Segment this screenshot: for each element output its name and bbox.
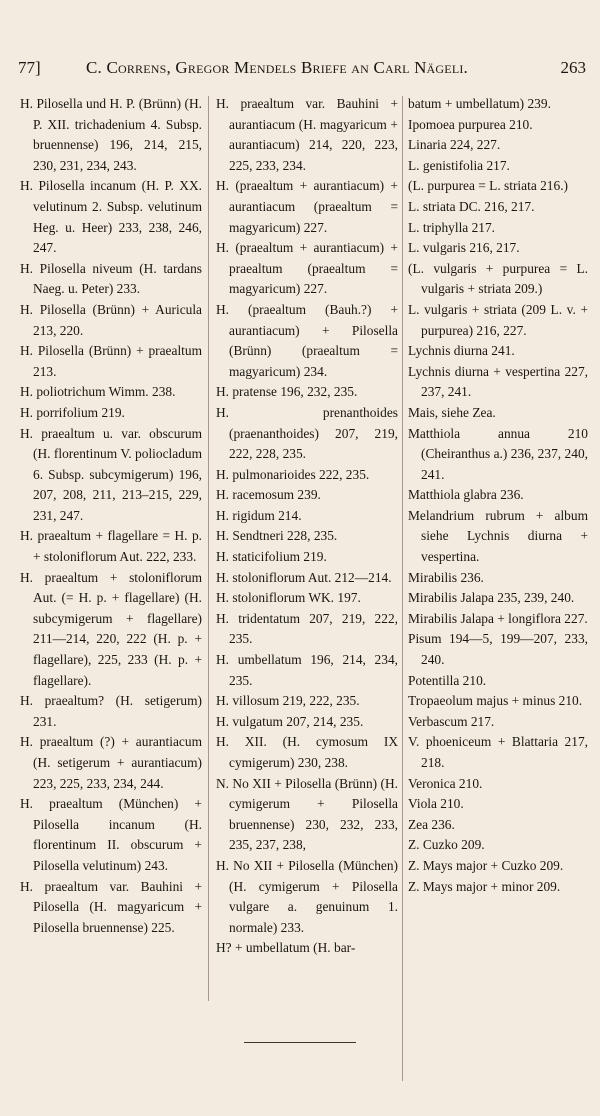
index-entry: H. tridentatum 207, 219, 222, 235.	[216, 610, 398, 647]
index-entry: H. vulgatum 207, 214, 235.	[216, 713, 364, 729]
index-entry: Z. Mays major + Cuzko 209.	[408, 857, 564, 873]
index-entry: H. praealtum + flagellare = H. p. + stoloniflorum Aut. 222, 233.	[20, 528, 202, 565]
index-entry: H. (praealtum + aurantiacum) + praealtum (praealtum = magyaricum) 227.	[216, 240, 398, 297]
index-entry: Mirabilis Jalapa 235, 239, 240.	[408, 590, 575, 606]
index-entry: H. stoloniflorum WK. 197.	[216, 590, 361, 606]
page-number: 263	[560, 58, 586, 77]
index-entry: H. porrifolium 219.	[20, 404, 125, 420]
index-entry: H. Pilosella und H. P. (Brünn) (H. P. XII. trichadenium 4. Subsp. bruennense) 196, 214, 215, 230, 231, 234, 243.	[20, 96, 202, 173]
index-entry: H? + umbellatum (H. bar-	[216, 940, 356, 956]
index-entry: Mirabilis 236.	[408, 569, 484, 585]
index-entry: L. genistifolia 217.	[408, 157, 510, 173]
index-entry: H. staticifolium 219.	[216, 549, 327, 565]
index-entry: L. triphylla 217.	[408, 219, 496, 235]
index-entry: H. racemosum 239.	[216, 487, 321, 503]
index-entry: H. prenanthoides (praenanthoides) 207, 219, 222, 228, 235.	[216, 404, 398, 462]
index-entry: Pisum 194—5, 199—207, 233, 240.	[408, 631, 588, 668]
index-entry: H. Pilosella (Brünn) + Auricula 213, 220.	[20, 301, 202, 338]
running-title: C. Correns, Gregor Mendels Briefe an Carl Nägeli.	[86, 58, 468, 77]
index-entry: H. poliotrichum Wimm. 238.	[20, 384, 176, 400]
index-entry: H. pulmonarioides 222, 235.	[216, 466, 370, 482]
index-entry: L. striata DC. 216, 217.	[408, 198, 535, 214]
index-entry: H. praealtum var. Bauhini + aurantiacum (H. magyaricum + aurantiacum) 214, 220, 223, 225, 233, 234.	[216, 96, 398, 173]
index-entry: N. No XII + Pilosella (Brünn) (H. cymigerum + Pilosella bruennense) 230, 232, 233, 235, 237, 238,	[216, 775, 398, 853]
index-entry: H. rigidum 214.	[216, 507, 302, 523]
index-entry: H. (praealtum + aurantiacum) + aurantiacum (praealtum = magyaricum) 227.	[216, 178, 398, 235]
index-entry: H. praealtum? (H. setigerum) 231.	[20, 693, 202, 729]
index-entry: H. stoloniflorum Aut. 212—214.	[216, 569, 392, 585]
index-entry: H. Pilosella niveum (H. tardans Naeg. u. Peter) 233.	[20, 260, 202, 297]
index-entry: Linaria 224, 227.	[408, 137, 501, 153]
index-entry: H. umbellatum 196, 214, 234, 235.	[216, 652, 398, 688]
index-entry: H. praealtum (München) + Pilosella incanum (H. florentinum II. obscurum + Pilosella velutinum) 243.	[20, 796, 202, 873]
index-entry: L. vulgaris + striata (209 L. v. + purpurea) 216, 227.	[408, 301, 588, 338]
column-divider	[208, 96, 209, 1001]
index-entry: H. praealtum u. var. obscurum (H. florentinum V. poliocladum 6. Subsp. subcymigerum) 196, 207, 208, 211, 213–215, 229, 231, 247.	[20, 425, 202, 523]
index-entry: H. Pilosella incanum (H. P. XX. velutinum 2. Subsp. velutinum Heg. u. Heer) 233, 238, 246, 247.	[20, 178, 202, 256]
index-entry: Z. Cuzko 209.	[408, 837, 485, 853]
index-entry: H. (praealtum (Bauh.?) + aurantiacum) + Pilosella (Brünn) (praealtum = magyaricum) 234.	[216, 301, 398, 379]
index-entry: H. XII. (H. cymosum IX cymigerum) 230, 238.	[216, 734, 398, 770]
index-column-2	[216, 94, 398, 959]
index-entry: Melandrium rubrum + album siehe Lychnis diurna + vespertina.	[408, 507, 588, 565]
index-entry: H. villosum 219, 222, 235.	[216, 693, 360, 709]
index-entry: Veronica 210.	[408, 775, 483, 791]
index-entry: Ipomoea purpurea 210.	[408, 116, 533, 132]
index-column-1	[20, 94, 202, 938]
index-entry: H. Sendtneri 228, 235.	[216, 528, 338, 544]
index-entry: Tropaeolum majus + minus 210.	[408, 693, 583, 709]
index-entry: (L. purpurea = L. striata 216.)	[408, 178, 569, 194]
index-column-3	[408, 94, 588, 897]
index-entry: H. Pilosella (Brünn) + praealtum 213.	[20, 343, 202, 379]
index-entry: Matthiola glabra 236.	[408, 487, 524, 503]
index-entry: H. praealtum + stoloniflorum Aut. (= H. p. + flagellare) (H. subcymigerum + flagellare) 211—214, 220, 222 (H. p. + flagellare), 225, 233 (H. p. + flagellare).	[20, 569, 202, 688]
index-entry: Mais, siehe Zea.	[408, 404, 496, 420]
column-divider	[402, 96, 403, 1081]
page-reference: 77]	[18, 58, 41, 77]
index-entry: Mirabilis Jalapa + longiflora 227.	[408, 610, 588, 626]
index-entry: H. No XII + Pilosella (München) (H. cymigerum + Pilosella vulgare a. genuinum 1. normale) 233.	[216, 857, 398, 935]
index-entry: Potentilla 210.	[408, 672, 487, 688]
index-entry: Viola 210.	[408, 796, 464, 812]
index-entry: Lychnis diurna 241.	[408, 343, 515, 359]
index-entry: H. praealtum var. Bauhini + Pilosella (H. magyaricum + Pilosella bruennense) 225.	[20, 878, 202, 935]
index-entry: H. praealtum (?) + aurantiacum (H. setigerum + aurantiacum) 223, 225, 233, 234, 244.	[20, 734, 202, 791]
index-entry: Verbascum 217.	[408, 713, 495, 729]
index-entry: H. pratense 196, 232, 235.	[216, 384, 358, 400]
index-entry: V. phoeniceum + Blattaria 217, 218.	[408, 734, 588, 770]
index-entry: L. vulgaris 216, 217.	[408, 240, 520, 256]
index-entry: Lychnis diurna + vespertina 227, 237, 241.	[408, 363, 588, 400]
index-entry: batum + umbellatum) 239.	[408, 96, 551, 111]
running-header	[18, 56, 586, 80]
index-entry: Zea 236.	[408, 816, 455, 832]
index-entry: (L. vulgaris + purpurea = L. vulgaris + striata 209.)	[408, 260, 588, 297]
index-entry: Z. Mays major + minor 209.	[408, 878, 561, 894]
footer-rule	[244, 1042, 356, 1043]
index-entry: Matthiola annua 210 (Cheiranthus a.) 236, 237, 240, 241.	[408, 425, 588, 482]
